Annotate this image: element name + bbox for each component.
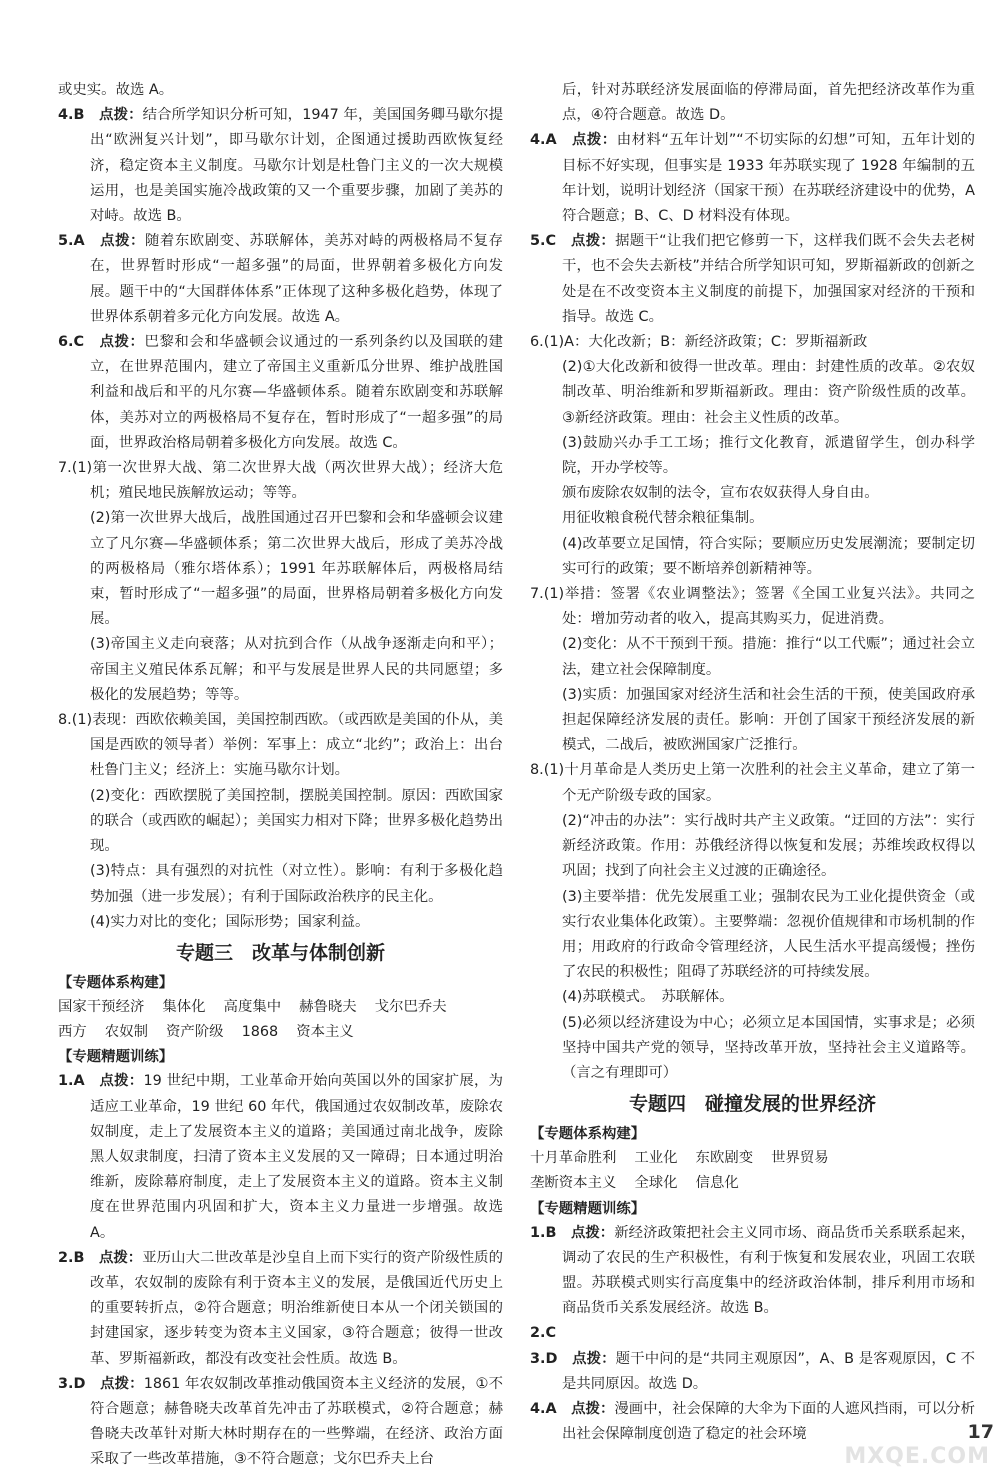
- section4-keywords-row1: 十月革命胜利 工业化 东欧剧变 世界贸易: [530, 1150, 829, 1167]
- answer-q7-1: 7.(1)举措：签署《农业调整法》；签署《全国工业复兴法》。共同之处：增加劳动者的收入，提高其购买力，促进消费。: [530, 586, 975, 628]
- answer-item: 1.B 点拨：新经济政策把社会主义同市场、商品货币关系联系起来，调动了农民的生产积极性，有利于恢复和发展农业，巩固工农联盟。苏联模式则实行高度集中的经济政治体制，排斥利用市场和商品货币关系发展经济。故选 B。: [530, 1224, 975, 1317]
- answer-item: 2.C: [530, 1325, 557, 1342]
- section3-keywords-row1: 国家干预经济 集体化 高度集中 赫鲁晓夫 戈尔巴乔夫: [58, 998, 447, 1015]
- page-number: 17: [967, 1421, 994, 1443]
- answer-item: 1.A 点拨：19 世纪中期，工业革命开始向英国以外的国家扩展，为适应工业革命，19 世纪 60 年代，俄国通过农奴制改革，废除农奴制度，走上了发展资本主义的道路；美国通过南北战争，废除黑人奴隶制度，扫清了资本主义发展的又一障碍；日本通过明治维新，废除幕府制度，走上了发展资本主义的道路。资本主义制度在世界范围内巩固和扩大，资本主义力量进一步增强。故选 A。: [58, 1073, 503, 1241]
- answer-q6-5: 用征收粮食税代替余粮征集制。: [562, 510, 764, 527]
- answer-q7-1: 7.(1)第一次世界大战、第二次世界大战（两次世界大战）；经济大危机；殖民地民族解放运动；等等。: [58, 460, 503, 502]
- answer-q7-2: (2)第一次世界大战后，战胜国通过召开巴黎和会和华盛顿会议建立了凡尔赛—华盛顿体系；第二次世界大战后，形成了美苏冷战的两极格局（雅尔塔体系）；1991 年苏联解体后，两极格局结束，暂时形成了“一超多强”的局面，世界格局朝着多极化方向发展。: [90, 510, 503, 628]
- answer-q7-2: (2)变化：从不干预到干预。措施：推行“以工代赈”；通过社会立法，建立社会保障制度。: [562, 636, 975, 678]
- answer-q7-3: (3)实质：加强国家对经济生活和社会生活的干预，使美国政府承担起保障经济发展的责任。影响：开创了国家干预经济发展的新模式，二战后，被欧洲国家广泛推行。: [562, 686, 975, 754]
- answer-item: 2.B 点拨：亚历山大二世改革是沙皇自上而下实行的资产阶级性质的改革，农奴制的废除有利于资本主义的发展，是俄国近代历史上的重要转折点，②符合题意；明治维新使日本从一个闭关锁国的封建国家，逐步转变为资本主义国家，③符合题意；彼得一世改革、罗斯福新政，都没有改变社会性质。故选 B。: [58, 1249, 503, 1367]
- answer-item: 5.C 点拨：据题干“让我们把它修剪一下，这样我们既不会失去老树干，也不会失去新枝”并结合所学知识可知，罗斯福新政的创新之处是在不改变资本主义制度的前提下，加强国家对经济的干预和指导。故选 C。: [530, 233, 975, 325]
- answer-item: 6.C 点拨：巴黎和会和华盛顿会议通过的一系列条约以及国联的建立，在世界范围内，建立了帝国主义重新瓜分世界、维护战胜国利益和战后和平的凡尔赛—华盛顿体系。随着东欧剧变和苏联解体，美苏对立的两极格局不复存在，暂时形成了“一超多强”的局面，世界政治格局朝着多极化方向发展。故选 C。: [58, 334, 503, 451]
- answer-item: 4.A 点拨：漫画中，社会保障的大伞为下面的人遮风挡雨，可以分析出社会保障制度创造了稳定的社会环境: [530, 1400, 975, 1443]
- left-column: [58, 78, 503, 1473]
- answer-q6-3: (3)鼓励兴办手工工场；推行文化教育，派遣留学生，创办科学院，开办学校等。: [562, 434, 975, 477]
- left-top-line: 或史实。故选 A。: [58, 82, 174, 98]
- answer-q8-2: (2)“冲击的办法”：实行战时共产主义政策。“迂回的方法”：实行新经济政策。作用：苏俄经济得以恢复和发展；苏维埃政权得以巩固；找到了向社会主义过渡的正确途径。: [562, 812, 975, 880]
- answer-q6-1: 6.(1)A：大化改新；B：新经济政策；C：罗斯福新政: [530, 334, 868, 351]
- answer-item: 4.B 点拨：结合所学知识分析可知，1947 年，美国国务卿马歇尔提出“欧洲复兴计划”，即马歇尔计划，企图通过援助西欧恢复经济，稳定资本主义制度。马歇尔计划是杜鲁门主义的一次大规模运用，也是美国实施冷战政策的又一个重要步骤，加剧了美苏的对峙。故选 B。: [58, 107, 503, 225]
- answer-item: 3.D 点拨：题干中问的是“共同主观原因”，A、B 是客观原因，C 不是共同原因。故选 D。: [530, 1350, 975, 1392]
- section3-head-structure: 【专题体系构建】: [58, 974, 174, 991]
- right-top-text: 后，针对苏联经济发展面临的停滞局面，首先把经济改革作为重点，④符合题意。故选 D。: [562, 82, 975, 124]
- answer-q8-4: (4)苏联模式。 苏联解体。: [562, 989, 734, 1006]
- section4-title: 专题四 碰撞发展的世界经济: [628, 1093, 876, 1116]
- section4-keywords-row2: 垄断资本主义 全球化 信息化: [530, 1175, 739, 1192]
- answer-q8-1: 8.(1)十月革命是人类历史上第一次胜利的社会主义革命，建立了第一个无产阶级专政的国家。: [530, 762, 975, 804]
- answer-q6-4: 颁布废除农奴制的法令，宣布农奴获得人身自由。: [562, 485, 879, 502]
- watermark-logo: MXQE.COM: [844, 1444, 990, 1469]
- answer-q6-2: (2)①大化改新和彼得一世改革。理由：封建性质的改革。②农奴制改革、明治维新和罗斯福新政。理由：资产阶级性质的改革。③新经济政策。理由：社会主义性质的改革。: [562, 359, 975, 426]
- right-column: [530, 78, 975, 1447]
- answer-q8-4: (4)实力对比的变化；国际形势；国家利益。: [90, 913, 370, 930]
- answer-q6-6: (4)改革要立足国情，符合实际；要顺应历史发展潮流；要制定切实可行的政策；要不断培养创新精神等。: [562, 535, 975, 577]
- answer-q8-3: (3)特点：具有强烈的对抗性（对立性）。影响：有利于多极化趋势加强（进一步发展）；有利于国际政治秩序的民主化。: [90, 863, 503, 905]
- answer-q8-1: 8.(1)表现：西欧依赖美国，美国控制西欧。（或西欧是美国的仆从，美国是西欧的领导者）举例：军事上：成立“北约”；政治上：出台杜鲁门主义；经济上：实施马歇尔计划。: [58, 712, 503, 779]
- section3-title: 专题三 改革与体制创新: [175, 941, 385, 964]
- section4-head-structure: 【专题体系构建】: [530, 1126, 646, 1143]
- answer-q8-5: (5)必须以经济建设为中心；必须立足本国国情，实事求是；必须坚持中国共产党的领导，坚持改革开放，坚持社会主义道路等。（言之有理即可）: [562, 1014, 975, 1081]
- section3-head-training: 【专题精题训练】: [58, 1049, 174, 1066]
- answer-item: 4.A 点拨：由材料“五年计划”“不切实际的幻想”可知，五年计划的目标不好实现，但事实是 1933 年苏联实现了 1928 年编制的五年计划，说明计划经济（国家干预）在苏联经济建设中的优势，A 符合题意；B、C、D 材料没有体现。: [530, 132, 975, 225]
- answer-q8-2: (2)变化：西欧摆脱了美国控制，摆脱美国控制。原因：西欧国家的联合（或西欧的崛起）；美国实力相对下降；世界多极化趋势出现。: [90, 787, 503, 855]
- section4-head-training: 【专题精题训练】: [530, 1200, 646, 1217]
- section3-keywords-row2: 西方 农奴制 资产阶级 1868 资本主义: [58, 1024, 354, 1041]
- answer-q8-3: (3)主要举措：优先发展重工业；强制农民为工业化提供资金（或实行农业集体化政策）。主要弊端：忽视价值规律和市场机制的作用；用政府的行政命令管理经济，人民生活水平提高缓慢；挫伤了农民的积极性；阻碍了苏联经济的可持续发展。: [562, 888, 975, 981]
- answer-item: 3.D 点拨：1861 年农奴制改革推动俄国资本主义经济的发展，①不符合题意；赫鲁晓夫改革首先冲击了苏联模式，②符合题意；赫鲁晓夫改革针对斯大林时期存在的一些弊端，在经济、政治方面采取了一些改革措施，③不符合题意；戈尔巴乔夫上台: [58, 1375, 503, 1468]
- answer-item: 5.A 点拨：随着东欧剧变、苏联解体，美苏对峙的两极格局不复存在，世界暂时形成“一超多强”的局面，世界朝着多极化方向发展。题干中的“大国群体体系”正体现了这种多极化趋势，体现了世界体系朝着多元化方向发展。故选 A。: [58, 233, 503, 325]
- answer-q7-3: (3)帝国主义走向衰落；从对抗到合作（从战争逐渐走向和平）；帝国主义殖民体系瓦解；和平与发展是世界人民的共同愿望；多极化的发展趋势；等等。: [90, 636, 503, 703]
